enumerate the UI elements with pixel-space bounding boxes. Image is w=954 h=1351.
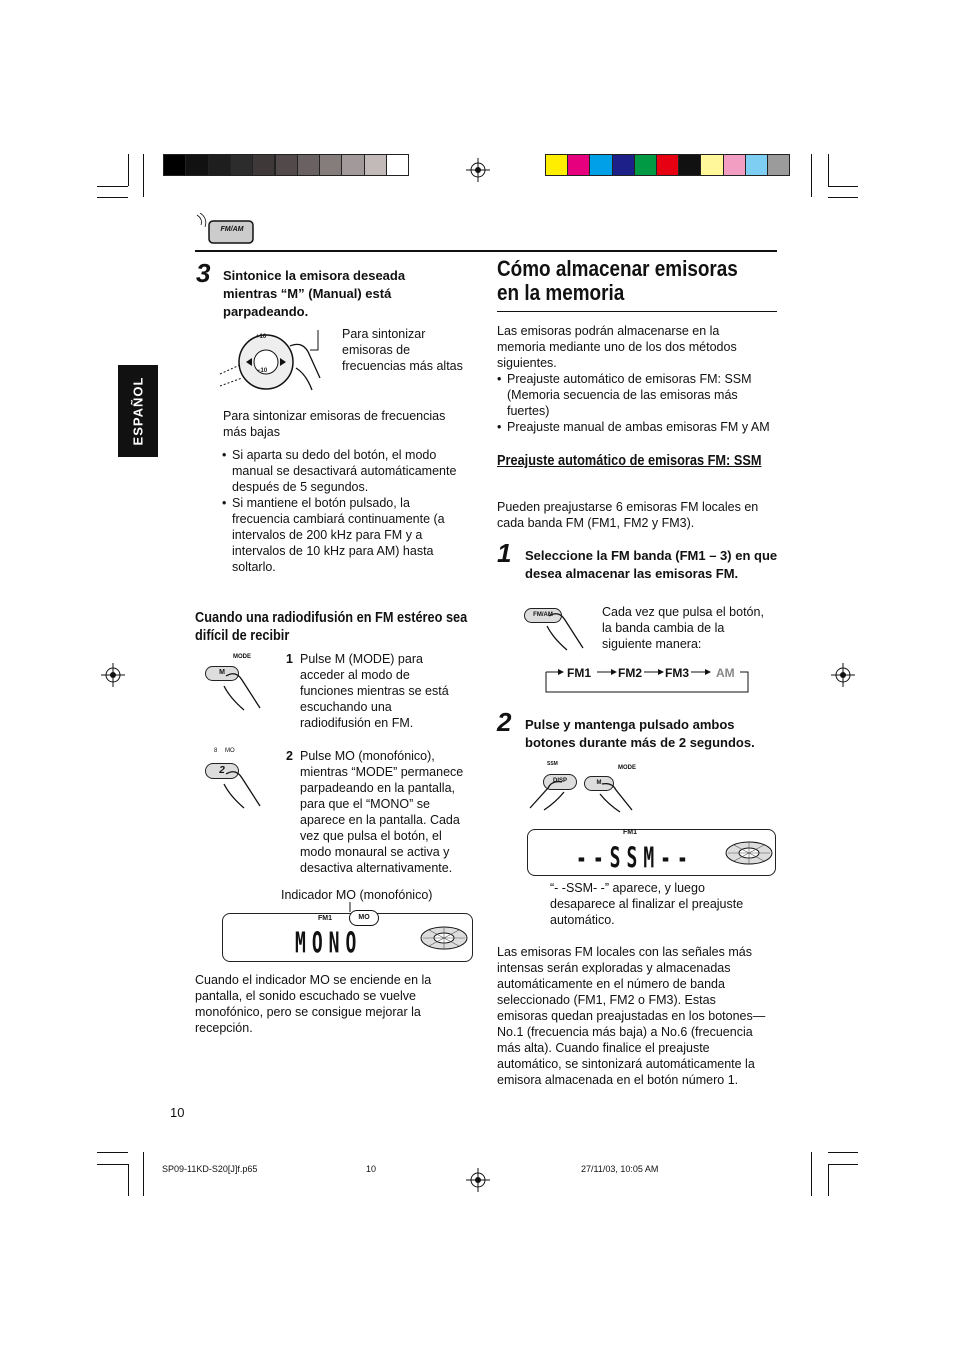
mo-indicator-caption: Indicador MO (monofónico) xyxy=(281,888,433,902)
registration-mark-icon xyxy=(466,158,490,182)
language-label: ESPAÑOL xyxy=(130,376,146,446)
calibration-swatch xyxy=(767,154,790,176)
calibration-swatch xyxy=(185,154,208,176)
crop-mark xyxy=(828,1164,858,1165)
caption-low-frequencies: Para sintonizar emisoras de frecuencias más bajas xyxy=(223,409,446,439)
list-item: • Preajuste automático de emisoras FM: SSM (Memoria secuencia de las emisoras más fuertes) xyxy=(497,371,779,419)
crop-mark xyxy=(128,154,129,186)
ssm-final-paragraph: Las emisoras FM locales con las señales más intensas serán exploradas y almacenadas automáticamente en el número de banda seleccionado (FM1, FM2 o FM3). Estas emisoras quedan preajustadas en los botones—No.1 (frecuencia más baja) a No.6 (frecuencia más alta). Cuando finalice el preajuste automático, se sintonizará automáticamente la emisora almacenada en el botón número 1. xyxy=(497,945,766,1087)
band-fm3: FM3 xyxy=(665,666,689,680)
disp-button-label: DISP xyxy=(552,778,567,784)
ssm-label: SSM xyxy=(547,761,558,767)
mo-label: MO xyxy=(225,748,235,754)
title-rule xyxy=(497,311,777,312)
m-button-label: M xyxy=(219,669,225,676)
registration-mark-icon xyxy=(831,663,855,687)
calibration-swatch xyxy=(678,154,701,176)
calibration-swatch xyxy=(341,154,364,176)
band-fm2: FM2 xyxy=(618,666,642,680)
crop-mark xyxy=(828,186,858,187)
sub-step-1-text: Pulse M (MODE) para acceder al modo de funciones mientras se está escuchando una radiodifusión en FM. xyxy=(300,652,449,730)
calibration-swatch xyxy=(745,154,768,176)
disc-icon xyxy=(419,925,469,951)
sub-step-2-text: Pulse MO (monofónico), mientras “MODE” permanece parpadeando en la pantalla, para que el “MONO” se aparece en la pantalla. Cada vez que pulsa el botón, el modo monaural se activa y desactiva alternativamente. xyxy=(300,749,464,875)
mono-lcd-display xyxy=(222,913,473,962)
fm-am-button-icon xyxy=(195,213,257,252)
calibration-swatch xyxy=(700,154,723,176)
crop-mark xyxy=(811,154,812,197)
step-1-text: Seleccione la FM banda (FM1 – 3) en que desea almacenar las emisoras FM. xyxy=(525,548,778,581)
calibration-swatch xyxy=(723,154,746,176)
finger-press-icon xyxy=(222,770,264,810)
crop-mark xyxy=(143,1152,144,1196)
calibration-swatch xyxy=(252,154,275,176)
calibration-swatch xyxy=(297,154,320,176)
list-item: • Si aparta su dedo del botón, el modo manual se desactivará automáticamente después de 5 segundos. xyxy=(222,447,468,495)
ssm-section-intro: Pueden preajustarse 6 emisoras FM locales en cada banda FM (FM1, FM2 y FM3). xyxy=(497,500,759,530)
band-fm1: FM1 xyxy=(567,666,591,680)
lcd-ssm-text: --SSM-- xyxy=(576,842,694,876)
calibration-swatch xyxy=(319,154,342,176)
dial-up-label: +10 xyxy=(256,334,267,340)
fm-am-label: FM/AM xyxy=(220,226,244,233)
step-3-number: 3 xyxy=(196,258,211,288)
sub-step-2-number: 2 xyxy=(286,749,293,763)
fm-am-button-label: FM/AM xyxy=(533,612,553,618)
crop-mark xyxy=(97,1152,128,1153)
crop-mark xyxy=(128,1164,129,1196)
list-item: • Si mantiene el botón pulsado, la frecuencia cambiará continuamente (a intervalos de 200 kHz para FM y a intervalos de 10 kHz para AM) hasta soltarlo. xyxy=(222,495,468,575)
mode-label: MODE xyxy=(233,654,251,660)
lcd-mo-indicator: MO xyxy=(349,910,379,926)
ssm-caption: “- -SSM- -” aparece, y luego desaparece al finalizar el preajuste automático. xyxy=(550,881,744,927)
finger-press-icon xyxy=(222,672,264,712)
registration-mark-icon xyxy=(101,663,125,687)
lcd-fm1-indicator: FM1 xyxy=(623,829,637,836)
step-2-number: 2 xyxy=(497,707,512,737)
finger-press-icon xyxy=(526,780,566,812)
calibration-swatch xyxy=(656,154,679,176)
calibration-swatch xyxy=(589,154,612,176)
footer-filename: SP09-11KD-S20[J]f.p65 xyxy=(162,1164,258,1174)
crop-mark xyxy=(811,1152,812,1196)
intro-paragraph: Las emisoras podrán almacenarse en la memoria mediante uno de los dos métodos siguientes. xyxy=(497,324,737,370)
calibration-swatch xyxy=(545,154,568,176)
calibration-swatch xyxy=(275,154,298,176)
methods-list xyxy=(497,371,779,435)
step-3-text: Sintonice la emisora deseada mientras “M” (Manual) está parpadeando. xyxy=(223,268,406,319)
step-1-number: 1 xyxy=(497,538,512,568)
calibration-swatch xyxy=(163,154,186,176)
ssm-lcd-display xyxy=(527,829,776,876)
mono-final-paragraph: Cuando el indicador MO se enciende en la pantalla, el sonido escuchado se vuelve monofónico, pero se consigue mejorar la recepción. xyxy=(195,973,432,1035)
tuning-dial-icon xyxy=(218,328,328,400)
header-rule xyxy=(195,250,777,252)
calibration-swatch xyxy=(364,154,387,176)
ssm-section-heading: Preajuste automático de emisoras FM: SSM xyxy=(497,453,762,469)
button-2-label: 2 xyxy=(219,765,225,776)
dial-down-label: −10 xyxy=(257,368,268,374)
lcd-fm1-indicator: FM1 xyxy=(318,915,332,922)
language-side-tab xyxy=(118,365,158,457)
footer-sheet-number: 10 xyxy=(366,1164,377,1174)
mono-subheading: Cuando una radiodifusión en FM estéreo sea difícil de recibir xyxy=(195,610,468,644)
crop-mark xyxy=(143,154,144,197)
calibration-swatch xyxy=(386,154,409,176)
m-button-label: M xyxy=(596,780,602,786)
calibration-swatch xyxy=(634,154,657,176)
mode-label: MODE xyxy=(618,765,636,771)
finger-press-icon xyxy=(545,612,587,652)
registration-mark-icon xyxy=(466,1168,490,1192)
crop-mark xyxy=(97,186,128,187)
crop-mark xyxy=(828,1152,858,1153)
lcd-mono-text: MONO xyxy=(295,927,363,961)
calibration-swatch xyxy=(208,154,231,176)
footer-timestamp: 27/11/03, 10:05 AM xyxy=(581,1164,659,1174)
tuning-notes-list xyxy=(222,447,468,575)
caption-high-frequencies: Para sintonizar emisoras de frecuencias más altas xyxy=(342,327,463,373)
mo-number: 8 xyxy=(214,748,218,754)
page-number: 10 xyxy=(170,1105,185,1120)
calibration-swatch xyxy=(567,154,590,176)
step-2-text: Pulse y mantenga pulsado ambos botones durante más de 2 segundos. xyxy=(525,717,755,750)
crop-mark xyxy=(828,197,858,198)
sub-step-1-number: 1 xyxy=(286,652,293,666)
crop-mark xyxy=(97,197,128,198)
calibration-swatch xyxy=(230,154,253,176)
band-cycle-caption: Cada vez que pulsa el botón, la banda cambia de la siguiente manera: xyxy=(602,605,764,651)
calibration-swatch xyxy=(612,154,635,176)
band-am: AM xyxy=(716,666,735,680)
page-title: Cómo almacenar emisoras en la memoria xyxy=(497,256,738,305)
crop-mark xyxy=(828,1164,829,1196)
list-item: • Preajuste manual de ambas emisoras FM y AM xyxy=(497,419,779,435)
disc-icon xyxy=(724,840,774,866)
crop-mark xyxy=(97,1164,128,1165)
crop-mark xyxy=(828,154,829,186)
finger-press-icon xyxy=(598,782,638,814)
